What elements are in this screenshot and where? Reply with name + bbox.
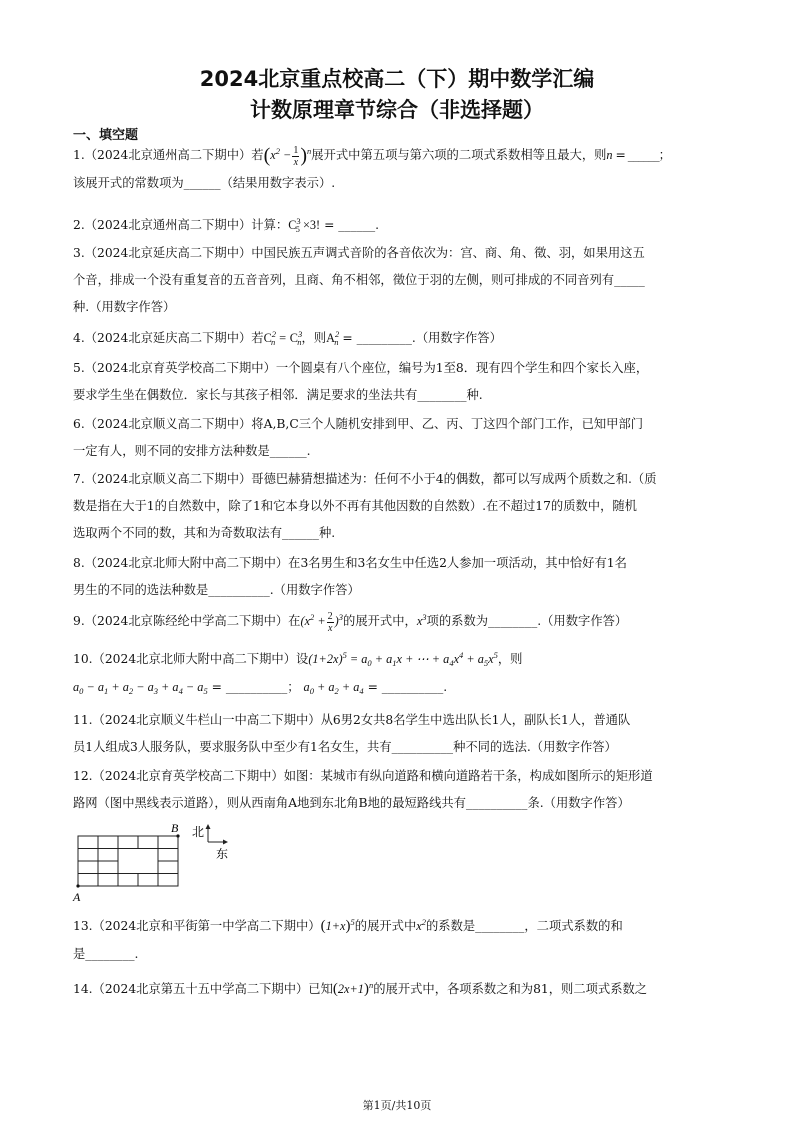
q12-line2: 路网（图中黑线表示道路），则从西南角A地到东北角B地的最短路线共有__________条.（用数字作答） [73,796,630,810]
label-east: 东 [216,847,229,861]
q9-binomial: ($x^2$ + $\frac{2}{x}$ )$^3$ [300,610,344,634]
road-grid-figure [66,820,246,905]
question-7 [73,466,733,547]
q8-line1: 8.（2024北京北师大附中高二下期中）在3名男生和3名女生中任选2人参加一项活动，其中恰好有1名 [73,556,627,570]
q4-text: 4.（2024北京延庆高二下期中）若 [73,331,264,345]
q9-text2: 的展开式中， [343,614,417,628]
q9-text: 9.（2024北京陈经纶中学高二下期中）在 [73,614,301,628]
q4-blank: = _________.（用数字作答） [338,331,502,345]
q4-then: ，则 [301,331,327,345]
question-9 [73,608,733,636]
q7-line1: 7.（2024北京顺义高二下期中）哥德巴赫猜想描述为：任何不小于4的偶数，都可以写成两个质数之和.（质 [73,472,657,486]
q10-blank2: = __________. [363,680,448,694]
q13-text2: 的展开式中 [354,919,417,933]
q1-text: 展开式中第五项与第六项的二项式系数相等且最大，则 [311,148,607,162]
q12-line1: 12.（2024北京育英学校高二下期中）如图：某城市有纵向道路和横向道路若干条，构成如图所示的矩形道 [73,769,653,783]
doc-title-line2: 计数原理章节综合（非选择题） [250,98,544,122]
q1-source: 1.（2024北京通州高二下期中）若 [73,148,264,162]
label-north: 北 [192,825,205,839]
question-3 [73,240,733,321]
question-8 [73,550,733,604]
q3-line1: 3.（2024北京延庆高二下期中）中国民族五声调式音阶的各音依次为：宫、商、角、徵、羽，如果用这五 [73,246,645,260]
question-2 [73,212,733,240]
question-14 [73,976,733,1004]
q2-expr: $C^3_5 \times 3$! [288,216,321,234]
q7-line3: 选取两个不同的数，其和为奇数取法有______种. [73,526,336,540]
q3-line2: 个音，排成一个没有重复音的五音音列，且商、角不相邻，徵位于羽的左侧，则可排成的不同音列有_____ [73,273,645,287]
q11-line2: 员1人组成3人服务队，要求服务队中至少有1名女生，共有__________种不同的选法.（用数字作答） [73,740,617,754]
q4-condition: $C^2_n = C^3_n$ [263,329,303,347]
q10-even-sum: $a_0 + a_2 + a_4$ [303,680,364,696]
q8-line2: 男生的不同的选法种数是__________.（用数字作答） [73,583,360,597]
q7-line2: 数是指在大于1的自然数中，除了1和它本身以外不再有其他因数的自然数）.在不超过17的质数中，随机 [73,499,637,513]
q10-blank1: = __________； [207,680,300,694]
compass-icon [206,824,229,845]
q14-text: 14.（2024北京第五十五中学高二下期中）已知 [73,982,333,996]
question-1 [73,142,733,197]
q3-line3: 种.（用数字作答） [73,300,176,314]
question-4 [73,325,733,353]
q11-line1: 11.（2024北京顺义牛栏山一中高二下期中）从6男2女共8名学生中选出队长1人，副队长1人，普通队 [73,713,631,727]
label-a: A [73,890,81,904]
page-footer: 第1页/共10页 [362,1099,432,1112]
question-5 [73,355,733,409]
q14-binomial: $(2x+1)^n$ [332,980,374,997]
q1-blank: = ______； [612,148,670,162]
q13-line2: 是________. [73,947,139,961]
q13-binomial: $(1+x)^5$ [320,917,355,934]
q14-text2: 的展开式中，各项系数之和为81，则二项式系数之 [373,982,648,996]
question-12 [73,763,733,817]
q5-line1: 5.（2024北京育英学校高二下期中）一个圆桌有八个座位，编号为1至8．现有四个学生和四个家长入座， [73,361,649,375]
q9-term: $x^3$ [416,612,427,628]
point-a [76,884,79,887]
q13-term: $x^2$ [416,917,426,933]
q9-blank: 项的系数为________.（用数字作答） [426,614,628,628]
q6-line1: 6.（2024北京顺义高二下期中）将A,B,C三个人随机安排到甲、乙、丙、丁这四个部门工作，已知甲部门 [73,417,644,431]
q2-blank: = ______. [320,218,380,232]
q5-line2: 要求学生坐在偶数位．家长与其孩子相邻．满足要求的坐法共有________种. [73,388,483,402]
question-6 [73,411,733,465]
q6-line2: 一定有人，则不同的安排方法种数是______. [73,444,311,458]
q10-alt-sum: $a_0 - a_1 + a_2 - a_3 + a_4 - a_5$ [73,680,208,696]
q2-text: 2.（2024北京通州高二下期中）计算： [73,218,289,232]
road-grid [78,836,178,886]
label-b: B [171,821,179,835]
q13-text3: 的系数是________，二项式系数的和 [425,919,623,933]
q4-arrangement: $A^2_n$ [326,329,340,347]
doc-title-line1: 2024北京重点校高二（下）期中数学汇编 [199,67,595,91]
section-heading: 一、填空题 [73,128,139,143]
q13-text: 13.（2024北京和平街第一中学高二下期中） [73,919,321,933]
question-10 [73,646,733,702]
q10-text: 10.（2024北京北师大附中高二下期中）设 [73,652,309,666]
q1-binomial: ($x^2$ − $\frac{1}{x}$ )$^n$ [263,144,312,168]
q10-then: ，则 [497,652,523,666]
q1-line2: 该展开式的常数项为______（结果用数字表示）. [73,176,336,190]
q1-var-n: n [606,148,613,162]
q10-expansion: $(1+2x)^5 = a_0 + a_1x$ + ⋯ + $a_4x^4 + a_5x^5$ [308,650,498,668]
question-11 [73,707,733,761]
question-13 [73,913,733,968]
